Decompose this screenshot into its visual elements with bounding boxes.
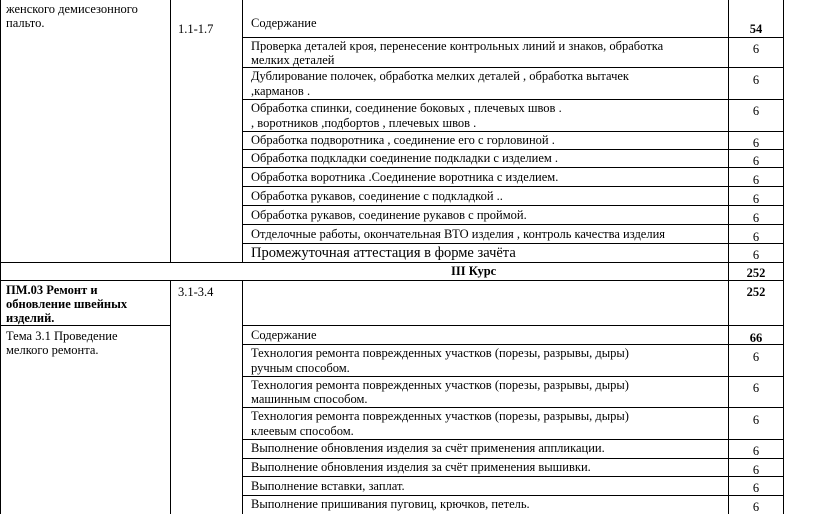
grid-line xyxy=(242,37,784,38)
row-text: Проверка деталей кроя, перенесение контрольных линий и знаков, обработка xyxy=(251,39,664,53)
competence-code: 1.1-1.7 xyxy=(178,22,214,36)
hours-value: 6 xyxy=(752,413,760,427)
row-text: ручным способом. xyxy=(251,361,350,375)
row-text: Выполнение обновления изделия за счёт применения вышивки. xyxy=(251,460,591,474)
hours-value: 54 xyxy=(749,22,763,36)
hours-value: 6 xyxy=(752,463,760,477)
module-code: 3.1-3.4 xyxy=(178,285,214,299)
row-text: Дублирование полочек, обработка мелких деталей , обработка вытачек xyxy=(251,69,630,83)
hours-value: 6 xyxy=(752,192,760,206)
grid-line xyxy=(242,131,784,132)
row-text: Обработка подкладки соединение подкладки с изделием . xyxy=(251,151,559,165)
grid-line xyxy=(242,476,784,477)
row-text: мелких деталей xyxy=(251,53,335,67)
row-text: машинным способом. xyxy=(251,392,368,406)
grid-line xyxy=(242,205,784,206)
grid-line xyxy=(242,149,784,150)
grid-line xyxy=(170,280,171,514)
module-title-line: ПМ.03 Ремонт и xyxy=(6,283,98,297)
row-text: Обработка рукавов, соединение рукавов с проймой. xyxy=(251,208,527,222)
grid-line xyxy=(242,458,784,459)
grid-line xyxy=(242,325,784,326)
grid-line xyxy=(242,243,784,244)
module-title-line: обновление швейных xyxy=(6,297,128,311)
row-text: Содержание xyxy=(251,328,317,342)
hours-value: 6 xyxy=(752,173,760,187)
grid-line xyxy=(783,0,784,514)
row-text: Обработка воротника .Соединение воротника с изделием. xyxy=(251,170,559,184)
hours-value: 6 xyxy=(752,350,760,364)
module-title-line: изделий. xyxy=(6,311,55,325)
row-text: Обработка рукавов, соединение с подкладкой .. xyxy=(251,189,503,203)
grid-line xyxy=(242,407,784,408)
grid-line xyxy=(242,224,784,225)
row-text: Выполнение обновления изделия за счёт применения аппликации. xyxy=(251,441,605,455)
grid-line xyxy=(242,67,784,68)
topic-line: мелкого ремонта. xyxy=(6,343,99,357)
hours-value: 6 xyxy=(752,154,760,168)
hours-value: 6 xyxy=(752,230,760,244)
hours-value: 6 xyxy=(752,136,760,150)
grid-line xyxy=(242,376,784,377)
row-text: Содержание xyxy=(251,16,317,30)
hours-value: 6 xyxy=(752,500,760,514)
hours-value: 6 xyxy=(752,42,760,56)
row-text: Отделочные работы, окончательная ВТО изделия , контроль качества изделия xyxy=(251,227,666,241)
course-hours: 252 xyxy=(746,266,766,280)
course-label: III Курс xyxy=(451,264,497,278)
row-text: Технология ремонта поврежденных участков (порезы, разрывы, дыры) xyxy=(251,378,629,392)
row-text: , воротников ,подбортов , плечевых швов . xyxy=(251,116,477,130)
row-text: Обработка спинки, соединение боковых , плечевых швов . xyxy=(251,101,562,115)
grid-line xyxy=(242,99,784,100)
grid-line xyxy=(0,325,171,326)
row-text: Технология ремонта поврежденных участков (порезы, разрывы, дыры) xyxy=(251,346,629,360)
grid-line xyxy=(242,439,784,440)
hours-value: 6 xyxy=(752,481,760,495)
row-text: Технология ремонта поврежденных участков (порезы, разрывы, дыры) xyxy=(251,409,629,423)
row-text: Выполнение пришивания пуговиц, крючков, петель. xyxy=(251,497,530,511)
hours-value: 66 xyxy=(749,331,763,345)
row-text: клеевым способом. xyxy=(251,424,354,438)
hours-value: 6 xyxy=(752,444,760,458)
topic-line: Тема 3.1 Проведение xyxy=(6,329,118,343)
module-name-line: пальто. xyxy=(6,16,45,30)
module-hours: 252 xyxy=(746,285,766,299)
hours-value: 6 xyxy=(752,381,760,395)
grid-line xyxy=(0,0,1,514)
row-text: Промежуточная аттестация в форме зачёта xyxy=(251,245,516,261)
row-text: Выполнение вставки, заплат. xyxy=(251,479,405,493)
grid-line xyxy=(170,0,171,262)
grid-line xyxy=(242,344,784,345)
grid-line xyxy=(0,280,784,281)
grid-line xyxy=(242,280,243,514)
grid-line xyxy=(0,262,784,263)
grid-line xyxy=(242,495,784,496)
hours-value: 6 xyxy=(752,248,760,262)
hours-value: 6 xyxy=(752,211,760,225)
hours-value: 6 xyxy=(752,104,760,118)
grid-line xyxy=(242,167,784,168)
module-name-line: женского демисезонного xyxy=(6,2,138,16)
hours-value: 6 xyxy=(752,73,760,87)
row-text: Обработка подворотника , соединение его с горловиной . xyxy=(251,133,555,147)
row-text: ,карманов . xyxy=(251,84,311,98)
grid-line xyxy=(242,186,784,187)
